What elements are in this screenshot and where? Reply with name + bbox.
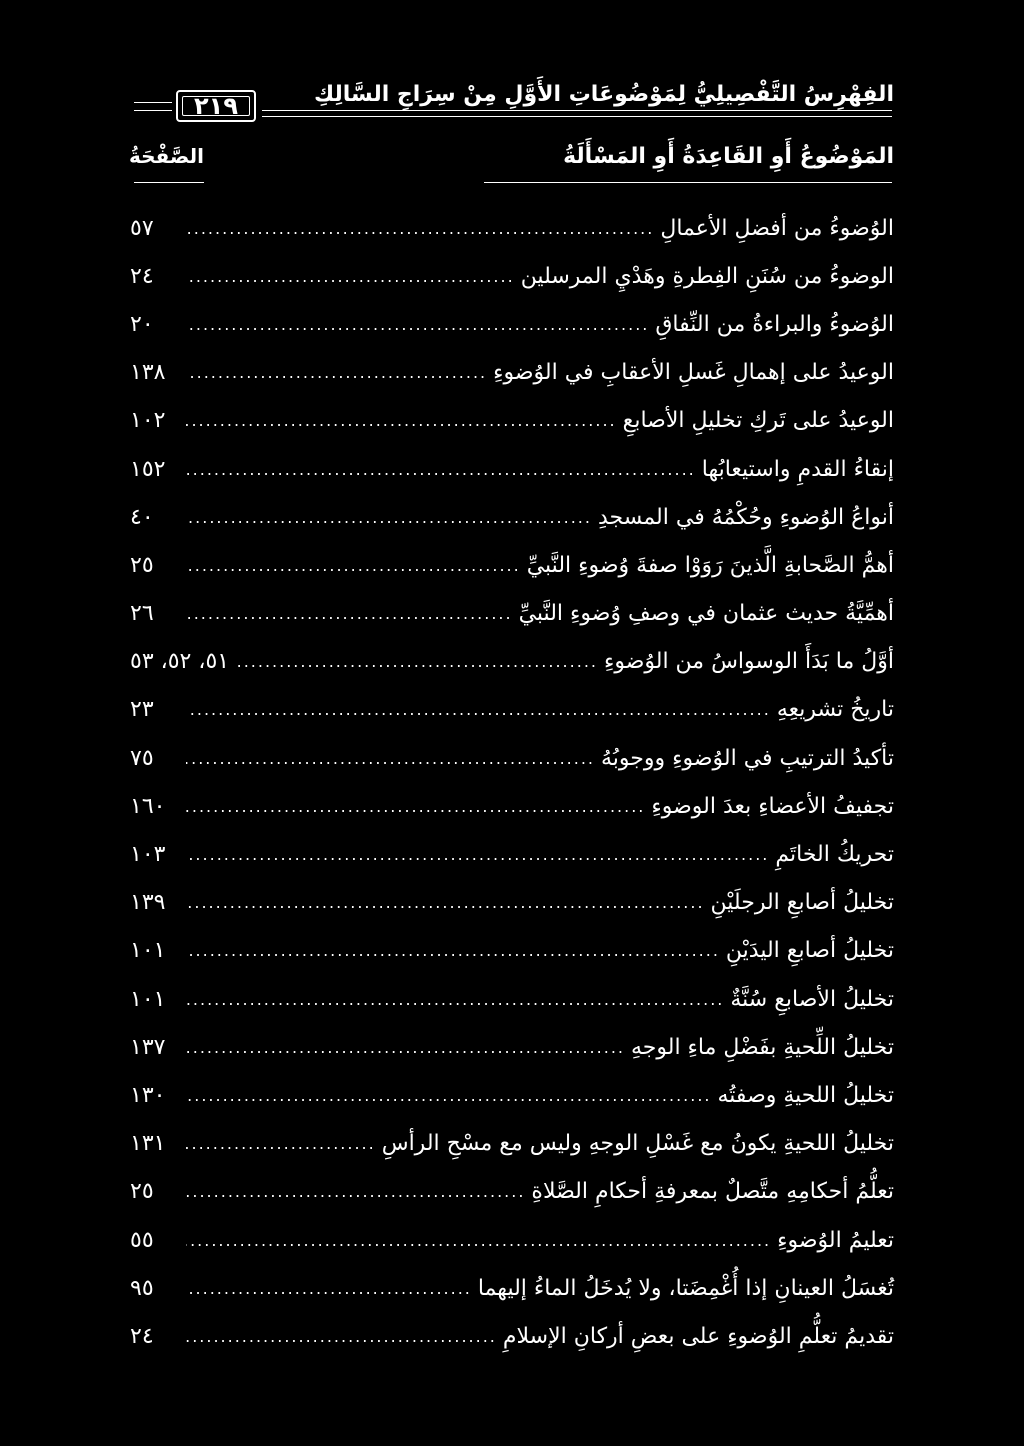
toc-leader-dots xyxy=(186,1231,771,1250)
toc-entry[interactable] xyxy=(130,1071,894,1119)
toc-leader-dots xyxy=(186,363,487,382)
toc-entry-title: الوعيدُ على تَركِ تخليلِ الأصابعِ xyxy=(622,408,894,434)
toc-leader-dots xyxy=(186,700,771,719)
toc-entry[interactable] xyxy=(130,782,894,830)
toc-leader-dots xyxy=(186,1182,525,1201)
toc-leader-dots xyxy=(186,1327,497,1346)
toc-entry-title: أنواعُ الوُضوءِ وحُكْمُهُ في المسجدِ xyxy=(597,504,894,530)
toc-entry-page: ١٣٠ xyxy=(130,1082,166,1108)
toc-entry-title: إنقاءُ القدمِ واستيعابُها xyxy=(701,456,894,482)
toc-entry-page: ٢٠ xyxy=(130,311,154,337)
running-header: الفِهْرِسُ التَّفْصِيلِيُّ لِمَوْضُوعَاتِ الأَوَّلِ مِنْ سِرَاجِ السَّالِكِ xyxy=(314,82,894,107)
toc-leader-dots xyxy=(186,219,654,238)
toc-leader-dots xyxy=(186,797,645,816)
toc-entry[interactable] xyxy=(130,590,894,638)
toc-entry-title: تخليلُ الأصابعِ سُنَّةٌ xyxy=(730,986,894,1012)
toc-entry-page: ٩٥ xyxy=(130,1275,154,1301)
toc-entry-title: تأكيدُ الترتيبِ في الوُضوءِ ووجوبُهُ xyxy=(601,745,894,771)
toc-entry-title: أوَّلُ ما بَدَأَ الوسواسُ من الوُضوءِ xyxy=(603,649,894,675)
toc-leader-dots xyxy=(186,508,592,527)
toc-entry[interactable] xyxy=(130,204,894,252)
toc-entry-page: ١٠١ xyxy=(130,986,166,1012)
toc-entry[interactable] xyxy=(130,300,894,348)
toc-entry[interactable] xyxy=(130,397,894,445)
toc-entry-page: ٤٠ xyxy=(130,504,154,530)
toc-entry[interactable] xyxy=(130,349,894,397)
toc-leader-dots xyxy=(186,1279,472,1298)
toc-entry-page: ٢٥ xyxy=(130,1179,154,1205)
toc-entry-page: ٥٧ xyxy=(130,215,154,241)
toc-entry-title: الوعيدُ على إهمالِ غَسلِ الأعقابِ في الوُضوءِ xyxy=(493,360,894,386)
toc-entry[interactable] xyxy=(130,879,894,927)
toc-entry-title: أهمِّيَّةُ حديث عثمان في وصفِ وُضوءِ النَّبيِّ xyxy=(518,601,894,627)
toc-entry[interactable] xyxy=(130,1023,894,1071)
toc-leader-dots xyxy=(186,1086,712,1105)
toc-entry[interactable] xyxy=(130,734,894,782)
toc-entry[interactable] xyxy=(130,927,894,975)
toc-entry[interactable] xyxy=(130,975,894,1023)
toc-entry[interactable] xyxy=(130,493,894,541)
page-column-underline xyxy=(134,182,204,183)
header-rule-right-bottom xyxy=(262,116,892,117)
toc-entry[interactable] xyxy=(130,1168,894,1216)
toc-entry-page: ١٥٢ xyxy=(130,456,166,482)
toc-leader-dots xyxy=(186,990,724,1009)
toc-entry-page: ١٠١ xyxy=(130,938,166,964)
toc-entry-title: تخليلُ أصابعِ الرجلَيْنِ xyxy=(710,890,894,916)
toc-entry[interactable] xyxy=(130,1216,894,1264)
toc-entry-title: تخليلُ اللِّحيةِ بفَضْلِ ماءِ الوجهِ xyxy=(630,1034,894,1060)
toc-entry-page: ٢٣ xyxy=(130,697,154,723)
toc-entry-page: ٢٤ xyxy=(130,263,154,289)
toc-entry-page: ١٠٢ xyxy=(130,408,166,434)
toc-entry[interactable] xyxy=(130,830,894,878)
page-column-heading: الصَّفْحَةُ xyxy=(128,144,204,168)
toc-entry-title: الوضوءُ من سُنَنِ الفِطرةِ وهَدْيِ المرسلين xyxy=(520,263,894,289)
toc-entry-title: تُغسَلُ العينانِ إذا أُغْمِضَتا، ولا يُدخَلُ الماءُ إليهما xyxy=(477,1275,894,1301)
toc-entry-title: تخليلُ أصابعِ اليدَيْنِ xyxy=(725,938,894,964)
toc-entry-title: تجفيفُ الأعضاءِ بعدَ الوضوءِ xyxy=(651,793,894,819)
toc-list xyxy=(130,204,894,1361)
toc-entry-page: ١٣٩ xyxy=(130,890,166,916)
toc-leader-dots xyxy=(186,893,705,912)
toc-entry-title: الوُضوءُ من أفضلِ الأعمالِ xyxy=(660,215,894,241)
toc-entry[interactable] xyxy=(130,1264,894,1312)
toc-entry[interactable] xyxy=(130,638,894,686)
toc-entry-page: ١٣١ xyxy=(130,1131,166,1157)
toc-entry-title: تخليلُ اللحيةِ وصفتُه xyxy=(717,1082,894,1108)
toc-leader-dots xyxy=(235,652,598,671)
toc-entry-page: ١٣٨ xyxy=(130,360,166,386)
toc-entry-page: ٧٥ xyxy=(130,745,154,771)
toc-entry-page: ٢٥ xyxy=(130,552,154,578)
toc-entry-page: ١٦٠ xyxy=(130,793,166,819)
toc-entry-page: ٥١، ٥٢، ٥٣ xyxy=(130,649,230,675)
toc-leader-dots xyxy=(186,315,649,334)
toc-leader-dots xyxy=(186,460,696,479)
toc-leader-dots xyxy=(186,1134,376,1153)
toc-entry-title: الوُضوءُ والبراءةُ من النِّفاقِ xyxy=(655,311,894,337)
toc-leader-dots xyxy=(186,1038,625,1057)
toc-entry-page: ١٣٧ xyxy=(130,1034,166,1060)
toc-entry[interactable] xyxy=(130,541,894,589)
header-rule-right-top xyxy=(262,110,892,111)
toc-leader-dots xyxy=(186,845,769,864)
header-rule-left-top xyxy=(134,102,172,103)
toc-leader-dots xyxy=(186,604,513,623)
toc-leader-dots xyxy=(186,411,617,430)
toc-entry-title: تخليلُ اللحيةِ يكونُ مع غَسْلِ الوجهِ وليس مع مسْحِ الرأسِ xyxy=(381,1131,894,1157)
toc-entry-title: أهمُّ الصَّحابةِ الَّذينَ رَوَوْا صفةَ وُضوءِ النَّبيِّ xyxy=(526,552,894,578)
toc-entry-page: ٥٥ xyxy=(130,1227,154,1253)
toc-leader-dots xyxy=(186,749,595,768)
section-heading: المَوْضُوعُ أَوِ القَاعِدَةُ أَوِ المَسْأَلَةُ xyxy=(563,144,894,169)
toc-leader-dots xyxy=(186,267,515,286)
toc-entry[interactable] xyxy=(130,1312,894,1360)
toc-entry-title: تاريخُ تشريعِهِ xyxy=(776,697,894,723)
page-number: ٢١٩ xyxy=(176,90,256,122)
toc-entry-title: تقديمُ تعلُّمِ الوُضوءِ على بعضِ أركانِ الإسلامِ xyxy=(502,1323,894,1349)
toc-leader-dots xyxy=(186,941,720,960)
toc-entry-page: ١٠٣ xyxy=(130,842,166,868)
toc-entry[interactable] xyxy=(130,445,894,493)
toc-leader-dots xyxy=(186,556,521,575)
toc-entry-title: تعليمُ الوُضوءِ xyxy=(777,1227,894,1253)
toc-entry-page: ٢٦ xyxy=(130,601,154,627)
toc-entry[interactable] xyxy=(130,1120,894,1168)
section-heading-underline xyxy=(484,182,892,183)
header-rule-left-bottom xyxy=(134,110,172,111)
toc-entry-title: تحريكُ الخاتَمِ xyxy=(775,842,894,868)
toc-entry-page: ٢٤ xyxy=(130,1323,154,1349)
toc-entry-title: تعلُّمُ أحكامِهِ متَّصلٌ بمعرفةِ أحكامِ الصَّلاةِ xyxy=(531,1179,894,1205)
toc-entry[interactable] xyxy=(130,686,894,734)
toc-entry[interactable] xyxy=(130,252,894,300)
